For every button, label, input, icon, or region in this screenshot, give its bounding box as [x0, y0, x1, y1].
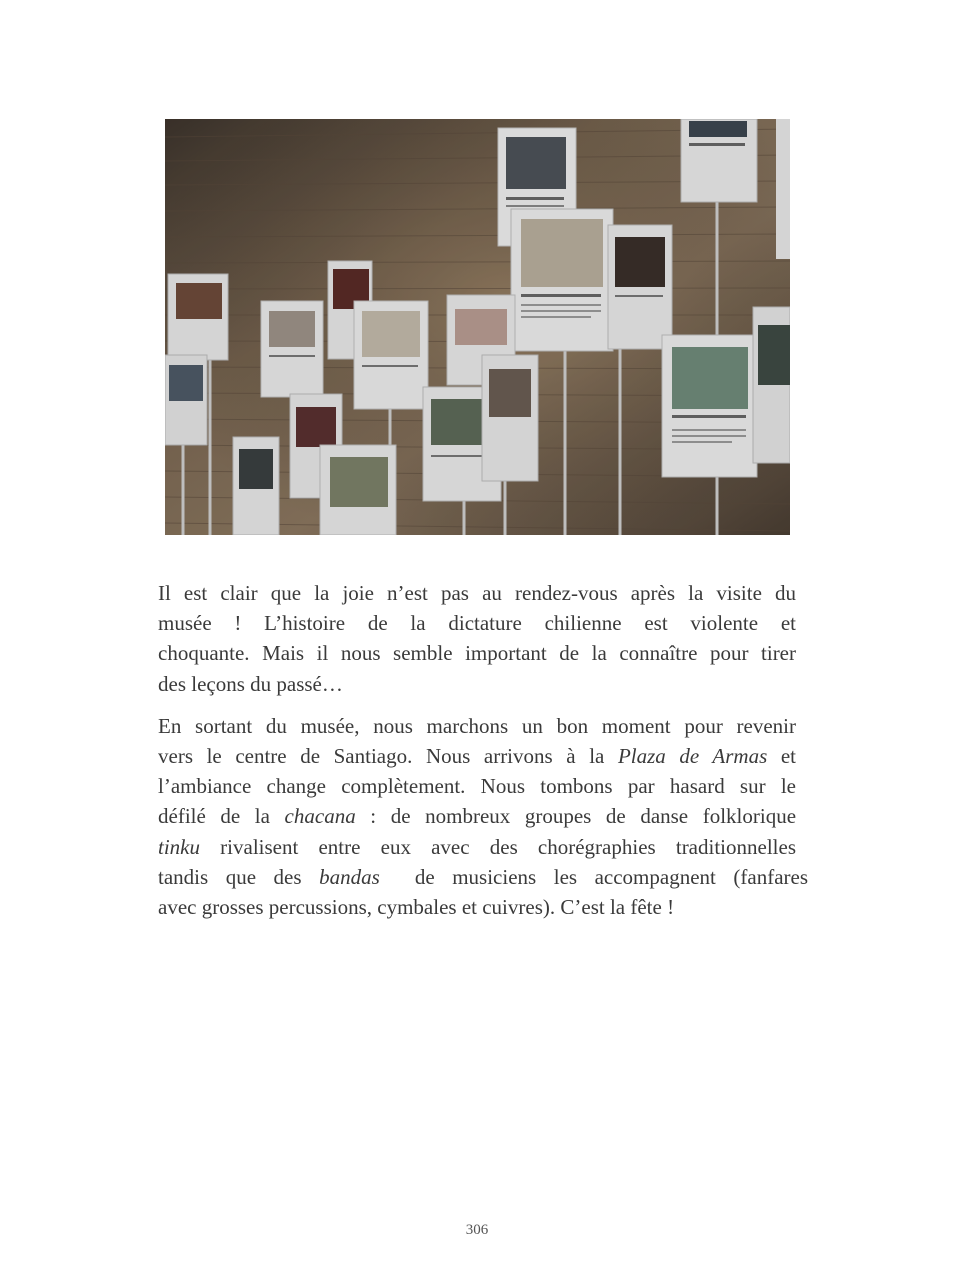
paragraph-1-line: Il est clair que la joie n’est pas au rendez-vous après la visite du	[158, 581, 796, 605]
text-run: de musiciens les accompagnent (fanfares	[414, 864, 809, 889]
paragraph-2-line: avec grosses percussions, cymbales et cuivres). C’est la fête !	[158, 895, 675, 920]
paragraph-2-line: En sortant du musée, nous marchons un bon moment pour revenir	[158, 713, 796, 738]
text-run: et	[780, 744, 796, 769]
paragraph-1	[158, 578, 796, 699]
body-text	[158, 578, 809, 934]
place-name: Plaza de Armas	[617, 744, 768, 769]
paragraph-1-line: des leçons du passé…	[158, 671, 343, 696]
term: bandas	[319, 864, 380, 889]
paragraph-1-line: choquante. Mais il nous semble important de la connaître pour tirer	[158, 641, 796, 666]
term: tinku	[158, 834, 200, 859]
text-run: : de nombreux groupes de danse folklorique	[370, 804, 797, 829]
text-run: défilé de la	[158, 804, 270, 829]
term: chacana	[284, 804, 356, 829]
paragraph-2-line	[158, 801, 796, 831]
paragraph-2-line	[158, 862, 808, 892]
page-number: 306	[465, 1222, 489, 1238]
paragraph-1-line: musée ! L’histoire de la dictature chilienne est violente et	[158, 611, 796, 636]
paragraph-2-line	[158, 832, 796, 862]
exhibition-photo	[165, 119, 790, 535]
text-run: tandis que des	[158, 864, 302, 889]
paragraph-2	[158, 711, 809, 922]
paragraph-2-line	[158, 741, 796, 771]
text-run: vers le centre de Santiago. Nous arrivons à la	[158, 744, 605, 769]
text-run: rivalisent entre eux avec des chorégraphies traditionnelles	[220, 834, 796, 859]
paragraph-2-line: l’ambiance change complètement. Nous tombons par hasard sur le	[158, 774, 796, 799]
